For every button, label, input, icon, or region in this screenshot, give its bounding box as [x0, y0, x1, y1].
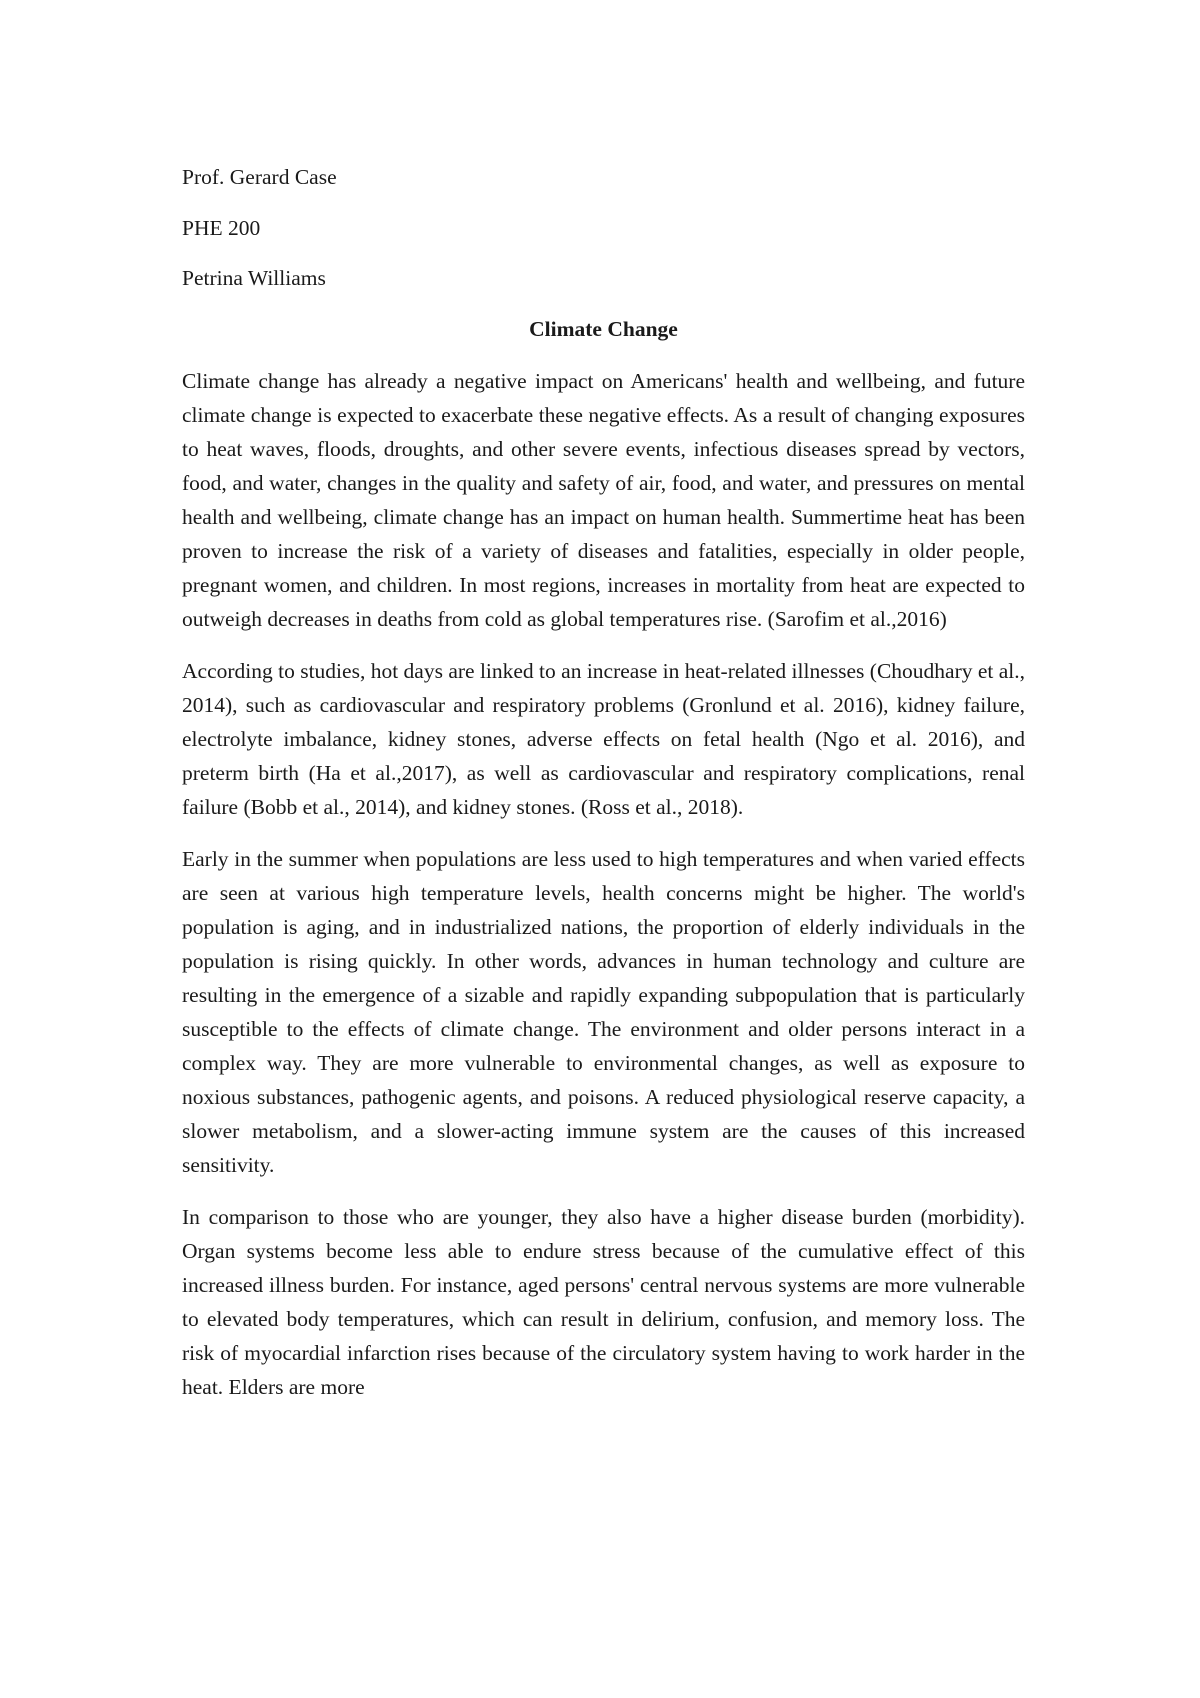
- paragraph-3: Early in the summer when populations are less used to high temperatures and when varied effects are seen at various high temperature levels, health concerns might be higher. The world's population is aging, and in industrialized nations, the proportion of elderly individuals in the population is rising quickly. In other words, advances in human technology and culture are resulting in the emergence of a sizable and rapidly expanding subpopulation that is particularly susceptible to the effects of climate change. The environment and older persons interact in a complex way. They are more vulnerable to environmental changes, as well as exposure to noxious substances, pathogenic agents, and poisons. A reduced physiological reserve capacity, a slower metabolism, and a slower-acting immune system are the causes of this increased sensitivity.: [182, 846, 1025, 1177]
- student-name: Petrina Williams: [182, 266, 326, 290]
- paragraph-2: According to studies, hot days are linked to an increase in heat-related illnesses (Choudhary et al., 2014), such as cardiovascular and respiratory problems (Gronlund et al. 2016), kidney failure, electrolyte imbalance, kidney stones, adverse effects on fetal health (Ngo et al. 2016), and preterm birth (Ha et al.,2017), as well as cardiovascular and respiratory complications, renal failure (Bobb et al., 2014), and kidney stones. (Ross et al., 2018).: [182, 658, 1026, 819]
- paragraph-1: Climate change has already a negative impact on Americans' health and wellbeing, and future climate change is expected to exacerbate these negative effects. As a result of changing exposures to heat waves, floods, droughts, and other severe events, infectious diseases spread by vectors, food, and water, changes in the quality and safety of air, food, and water, and pressures on mental health and wellbeing, climate change has an impact on human health. Summertime heat has been proven to increase the risk of a variety of diseases and fatalities, especially in older people, pregnant women, and children. In most regions, increases in mortality from heat are expected to outweigh decreases in deaths from cold as global temperatures rise. (Sarofim et al.,2016): [182, 368, 1025, 631]
- professor-name: Prof. Gerard Case: [182, 165, 337, 189]
- paragraph-4: In comparison to those who are younger, they also have a higher disease burden (morbidity). Organ systems become less able to endure stress because of the cumulative effect of this increased illness burden. For instance, aged persons' central nervous systems are more vulnerable to elevated body temperatures, which can result in delirium, confusion, and memory loss. The risk of myocardial infarction rises because of the circulatory system having to work harder in the heat. Elders are more: [182, 1204, 1025, 1399]
- document-page: [182, 160, 1025, 1422]
- course-code: PHE 200: [182, 215, 261, 240]
- document-title: Climate Change: [529, 316, 678, 341]
